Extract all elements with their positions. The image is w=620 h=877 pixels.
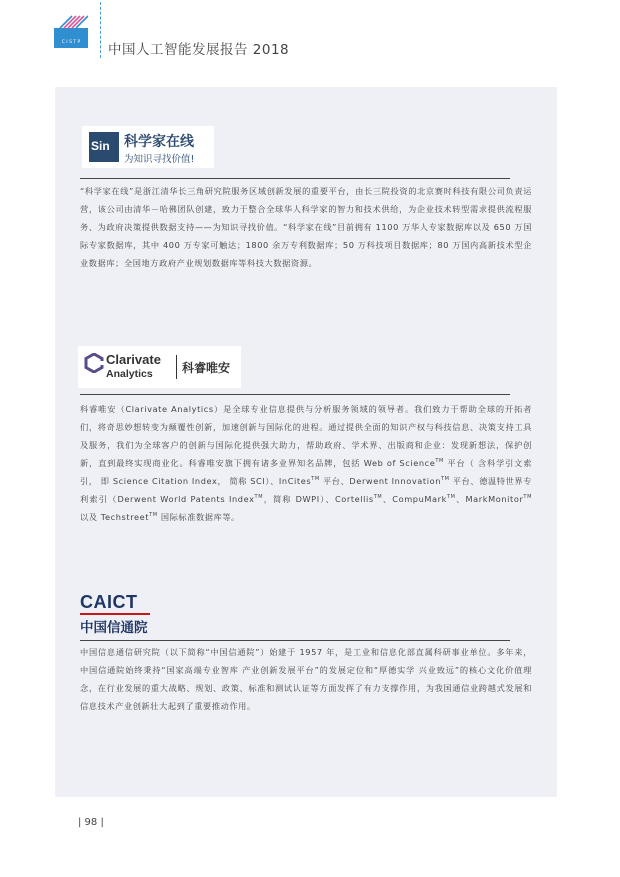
clarivate-text-part: 平台、德温特世界专利索引（Derwent World Patents Index bbox=[80, 476, 532, 504]
page-header-title: 中国人工智能发展报告 2018 bbox=[108, 42, 290, 58]
trademark-mark: TM bbox=[441, 476, 450, 482]
caict-logo-cn: 中国信通院 bbox=[80, 620, 148, 636]
kexuejia-logo-tagline: 为知识寻找价值! bbox=[124, 154, 195, 165]
clarivate-text-part: 以及 Techstreet bbox=[80, 512, 150, 522]
clarivate-name-line2: Analytics bbox=[106, 368, 153, 380]
caict-description-text: 中国信息通信研究院（以下简称“中国信通院”）始建于 1957 年，是工业和信息化部直属科研事业单位。多年来，中国信通院始终秉持“国家高端专业智库 产业创新发展平台”的发展定位和“厚德实学 兴业致远”的核心文化价值理念，在行业发展的重大战略、规划、政策、标准和测试认证等方面发挥了有力支撑作用，为我国通信业跨越式发展和信息技术产业创新壮大起到了重要推动作用。 bbox=[80, 647, 532, 711]
section-rule bbox=[80, 178, 510, 179]
clarivate-mark-icon bbox=[84, 353, 104, 373]
trademark-mark: TM bbox=[254, 494, 264, 500]
clarivate-text-part: 平台、Derwent Innovation bbox=[319, 476, 442, 486]
publisher-logo-letters: C I S T P bbox=[61, 40, 81, 45]
caict-logo-underline bbox=[80, 613, 150, 615]
trademark-mark: TM bbox=[373, 494, 383, 500]
clarivate-text-part: ，简称 DWPI）、Cortellis bbox=[263, 494, 374, 504]
clarivate-text-part: 、MarkMonitor bbox=[455, 494, 524, 504]
kexuejia-description bbox=[80, 182, 532, 272]
kexuejia-mark-text: Sin bbox=[91, 139, 110, 153]
clarivate-text-part: 科睿唯安（Clarivate Analytics）是全球专业信息提供与分析服务领域的领导者。我们致力于帮助全球的开拓者们，将奇思妙想转变为颠覆性创新，加速创新与国际化的进程。通过提供全面的知识产权与科技信息、决策支持工具及服务，我们为全球客户的创新与国际化提供强大助力，帮助政府、学术界、出版商和企业：发现新想法，保护创新，直到最终实现商业化。科睿唯安旗下拥有诸多业界知名品牌，包括 Web of Science bbox=[80, 404, 532, 468]
header-divider bbox=[100, 2, 101, 58]
caict-logo-en: CAICT bbox=[80, 592, 138, 612]
clarivate-logo bbox=[78, 346, 241, 388]
page-number: | 98 | bbox=[78, 817, 104, 828]
caict-logo bbox=[80, 592, 152, 636]
trademark-mark: TM bbox=[446, 494, 456, 500]
clarivate-name-cn: 科睿唯安 bbox=[182, 361, 231, 375]
clarivate-description-text bbox=[80, 400, 532, 526]
trademark-mark: TM bbox=[523, 494, 532, 500]
trademark-mark: TM bbox=[149, 512, 158, 518]
section-rule bbox=[80, 394, 510, 395]
caict-description bbox=[80, 643, 532, 715]
clarivate-text-part: 国际标准数据库等。 bbox=[157, 512, 240, 522]
trademark-mark: TM bbox=[435, 458, 444, 464]
kexuejia-logo-name: 科学家在线 bbox=[124, 134, 194, 150]
clarivate-text-part: 、CompuMark bbox=[382, 494, 447, 504]
publisher-logo-icon bbox=[54, 14, 88, 48]
kexuejia-description-text: “科学家在线”是浙江清华长三角研究院服务区域创新发展的重要平台，由长三院投资的北京赛时科技有限公司负责运营，该公司由清华－哈佛团队创建，致力于整合全球华人科学家的智力和技术供给，为企业技术转型需求提供流程服务、为政府决策提供数据支持——为知识寻找价值。“科学家在线”目前拥有 1100 万华人专家数据库以及 650 万国际专家数据库，其中 400 万专家可触达；1800 余万专利数据库；50 万科技项目数据库；80 万国内高新技术型企业数据库；全国地方政府产业规划数据库等科技大数据资源。 bbox=[80, 186, 532, 268]
kexuejia-logo bbox=[82, 126, 214, 168]
section-rule bbox=[80, 640, 510, 641]
clarivate-text-part: 平台（ 含科学引文索引， 即 Science Citation Index， 简称 SCI）、InCites bbox=[80, 458, 532, 486]
clarivate-logo-divider bbox=[176, 355, 177, 379]
trademark-mark: TM bbox=[311, 476, 320, 482]
clarivate-name-line1: Clarivate bbox=[106, 352, 161, 367]
clarivate-description bbox=[80, 400, 532, 526]
kexuejia-logo-mark bbox=[89, 132, 119, 162]
